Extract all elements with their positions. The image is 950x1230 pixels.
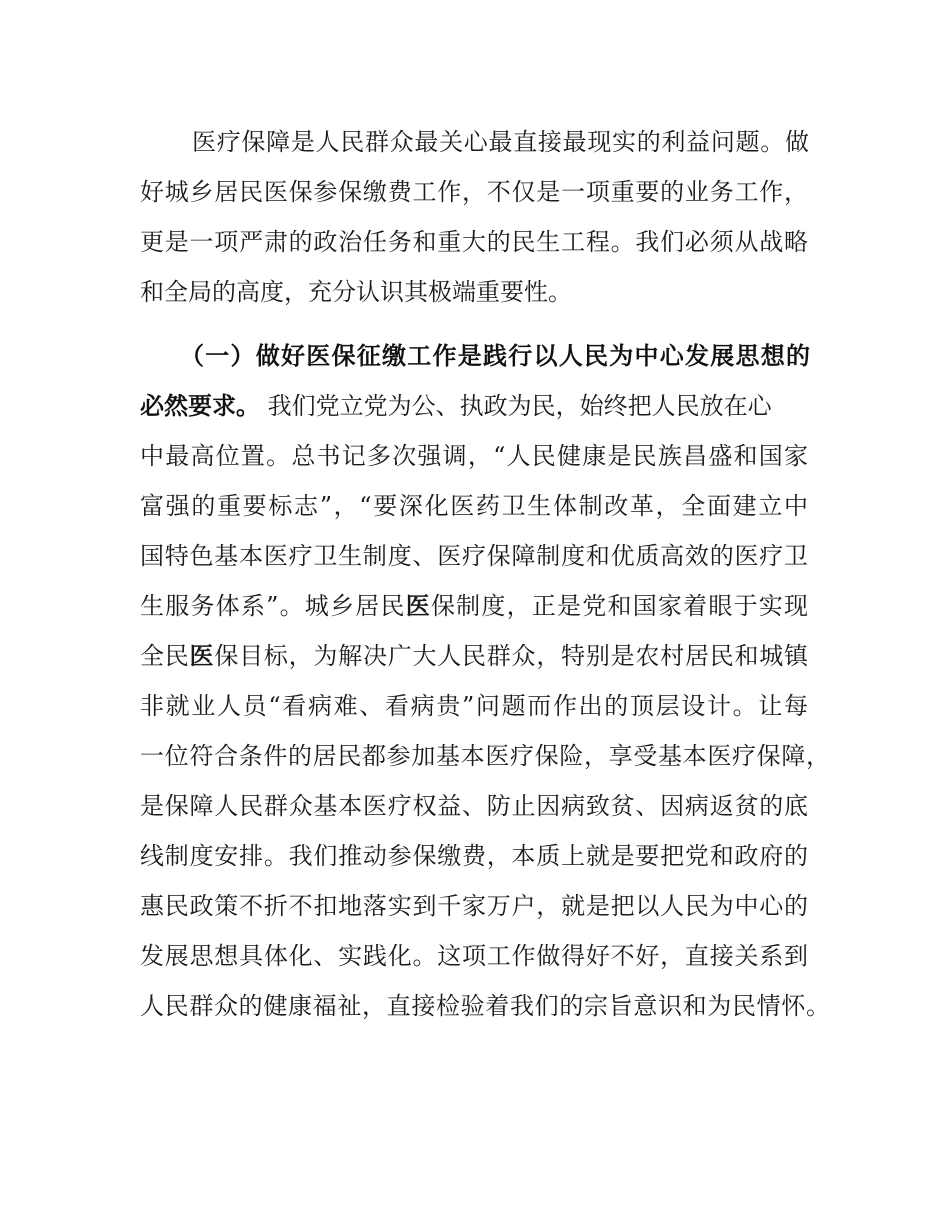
- section-1-line-7-a: 全民: [140, 642, 190, 670]
- intro-line-2: 好城乡居民医保参保缴费工作，不仅是一项重要的业务工作，: [140, 178, 808, 206]
- section-1-line-9: 一位符合条件的居民都参加基本医疗保险，享受基本医疗保障，: [140, 742, 830, 770]
- section-1-line-7-b: 医: [189, 642, 215, 670]
- intro-line-3: 更是一项严肃的政治任务和重大的民生工程。我们必须从战略: [140, 228, 808, 256]
- section-1-heading-end: 必然要求。: [140, 392, 260, 420]
- section-1-line-13: 发展思想具体化、实践化。这项工作做得好不好，直接关系到: [140, 942, 808, 970]
- section-1-line-7: [140, 631, 808, 681]
- section-1-line-10: 是保障人民群众基本医疗权益、防止因病致贫、因病返贫的底: [140, 792, 808, 820]
- section-1-line-2: [140, 381, 830, 431]
- section-1-line-3: 中最高位置。总书记多次强调，“人民健康是民族昌盛和国家: [140, 442, 808, 470]
- section-1-heading: （一）做好医保征缴工作是践行以人民为中心发展思想的: [180, 342, 810, 370]
- section-1-line-2-text: 我们党立党为公、执政为民，始终把人民放在心: [260, 392, 772, 420]
- intro-line-4: 和全局的高度，充分认识其极端重要性。: [140, 278, 572, 306]
- section-1-line-14: 人民群众的健康福祉，直接检验着我们的宗旨意识和为民情怀。: [140, 992, 830, 1020]
- section-1-line-11: 线制度安排。我们推动参保缴费，本质上就是要把党和政府的: [140, 842, 808, 870]
- section-1-line-5: 国特色基本医疗卫生制度、医疗保障制度和优质高效的医疗卫: [140, 542, 808, 570]
- section-1-line-6-c: 保制度，正是党和国家着眼于实现: [430, 592, 808, 620]
- section-1-line-4: 富强的重要标志”，“要深化医药卫生体制改革，全面建立中: [140, 492, 808, 520]
- section-1-line-8: 非就业人员“看病难、看病贵”问题而作出的顶层设计。让每: [140, 692, 808, 720]
- intro-line-1: 医疗保障是人民群众最关心最直接最现实的利益问题。做: [192, 128, 809, 156]
- section-1-line-6: [140, 581, 808, 631]
- section-1-line-6-a: 生服务体系”。城乡居民: [140, 592, 406, 620]
- section-1-line-7-c: 保目标，为解决广大人民群众，特别是农村居民和城镇: [214, 642, 808, 670]
- section-1-line-6-b: 医: [405, 592, 431, 620]
- section-1-line-12: 惠民政策不折不扣地落实到千家万户，就是把以人民为中心的: [140, 892, 808, 920]
